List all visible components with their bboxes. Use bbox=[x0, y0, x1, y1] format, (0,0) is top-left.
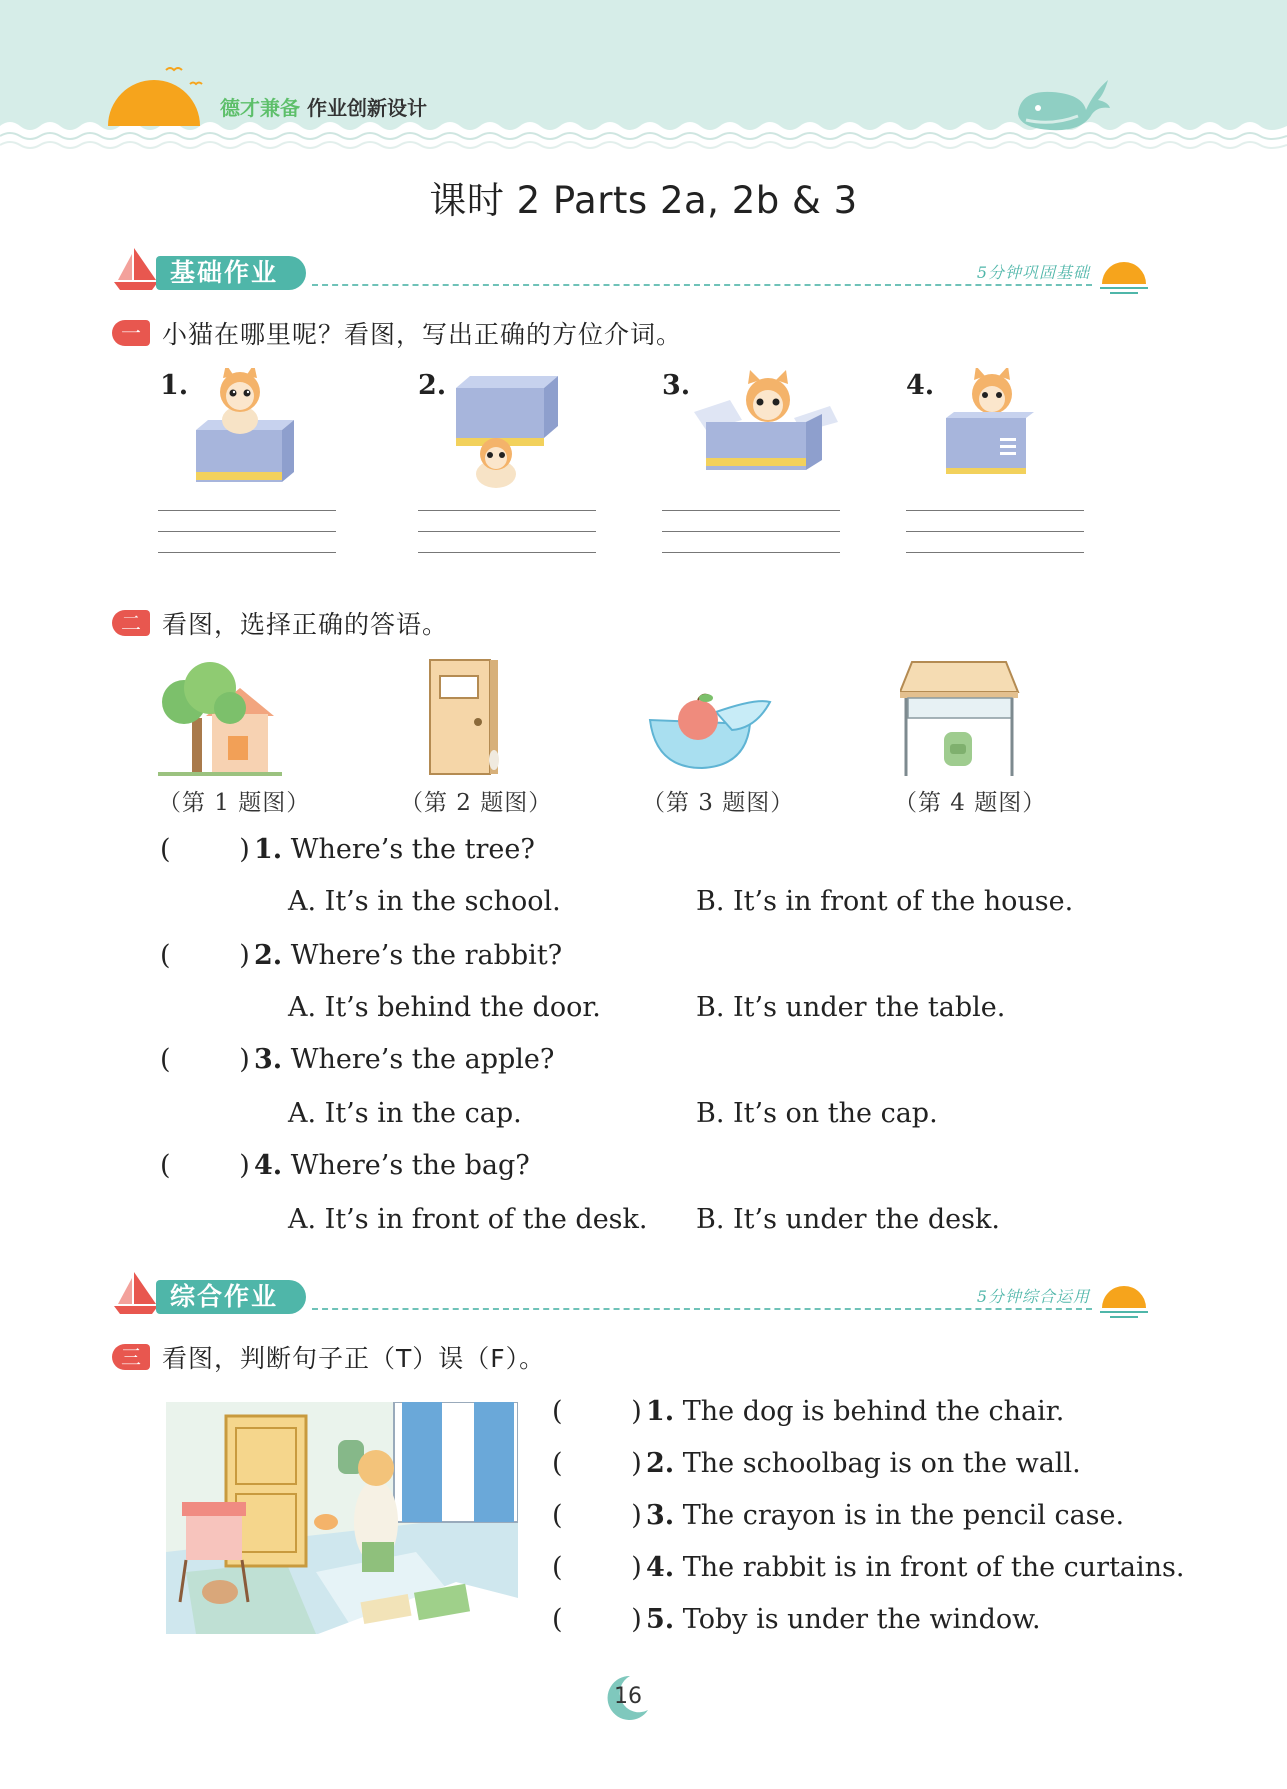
section-title-comprehensive: 综合作业 bbox=[156, 1280, 306, 1314]
statement-number: 3. bbox=[646, 1500, 675, 1531]
question-text bbox=[254, 1044, 554, 1075]
question-text bbox=[254, 940, 562, 971]
sun-logo-icon bbox=[104, 62, 214, 128]
sailboat-icon bbox=[112, 246, 160, 292]
question-heading-2 bbox=[112, 604, 1012, 644]
statement-text bbox=[646, 1500, 1124, 1531]
statement-sentence: The rabbit is in front of the curtains. bbox=[682, 1552, 1185, 1583]
cat-on-box-picture bbox=[190, 368, 300, 490]
answer-bracket[interactable]: ( ) bbox=[160, 834, 250, 865]
door-picture bbox=[428, 658, 500, 776]
apple-in-cap-picture bbox=[646, 690, 772, 772]
section-title-basic: 基础作业 bbox=[156, 256, 306, 290]
statement-number: 2. bbox=[646, 1448, 675, 1479]
section-tip-basic: 5分钟巩固基础 bbox=[976, 263, 1090, 282]
section-banner-comprehensive bbox=[112, 1270, 1152, 1330]
item-number: 2. bbox=[418, 370, 447, 401]
cat-in-box-picture bbox=[690, 370, 840, 480]
statement-sentence: The schoolbag is on the wall. bbox=[682, 1448, 1081, 1479]
lesson-title: 课时 2 Parts 2a, 2b & 3 bbox=[429, 179, 858, 222]
statement-number: 1. bbox=[646, 1396, 675, 1427]
item-number: 4. bbox=[906, 370, 935, 401]
answer-bracket[interactable]: ( ) bbox=[552, 1604, 642, 1635]
option-b[interactable]: B. It’s on the cap. bbox=[696, 1098, 938, 1129]
page-number: 16 bbox=[614, 1684, 642, 1709]
picture-caption: （第 2 题图） bbox=[400, 790, 553, 816]
question-number: 1. bbox=[254, 834, 283, 865]
question-instruction: 看图，选择正确的答语。 bbox=[162, 610, 449, 639]
answer-bracket[interactable]: ( ) bbox=[160, 940, 250, 971]
option-a[interactable]: A. It’s behind the door. bbox=[288, 992, 601, 1023]
tree-and-house-picture bbox=[158, 656, 282, 778]
answer-lines[interactable] bbox=[418, 490, 596, 553]
bag-under-desk-picture bbox=[900, 658, 1020, 778]
answer-bracket[interactable]: ( ) bbox=[552, 1552, 642, 1583]
statement-number: 4. bbox=[646, 1552, 675, 1583]
whale-icon bbox=[1012, 74, 1112, 134]
statement-text bbox=[646, 1448, 1081, 1479]
option-a[interactable]: A. It’s in front of the desk. bbox=[288, 1204, 648, 1235]
question-text bbox=[254, 834, 535, 865]
answer-bracket[interactable]: ( ) bbox=[160, 1044, 250, 1075]
section-banner-basic bbox=[112, 246, 1152, 306]
answer-lines[interactable] bbox=[158, 490, 336, 553]
question-number: 4. bbox=[254, 1150, 283, 1181]
question-instruction: 看图，判断句子正（T）误（F）。 bbox=[162, 1344, 546, 1373]
question-number: 3. bbox=[254, 1044, 283, 1075]
answer-lines[interactable] bbox=[906, 490, 1084, 553]
question-sentence: Where’s the rabbit? bbox=[290, 940, 563, 971]
section-tip-comprehensive: 5分钟综合运用 bbox=[976, 1287, 1090, 1306]
small-sun-icon bbox=[1096, 1280, 1152, 1320]
statement-sentence: The dog is behind the chair. bbox=[682, 1396, 1065, 1427]
room-scene-picture bbox=[166, 1402, 518, 1634]
picture-caption: （第 1 题图） bbox=[158, 790, 311, 816]
statement-sentence: The crayon is in the pencil case. bbox=[682, 1500, 1125, 1531]
option-a[interactable]: A. It’s in the school. bbox=[288, 886, 561, 917]
answer-bracket[interactable]: ( ) bbox=[552, 1448, 642, 1479]
statement-text bbox=[646, 1604, 1041, 1635]
dashed-divider bbox=[312, 1308, 1092, 1310]
option-b[interactable]: B. It’s in front of the house. bbox=[696, 886, 1074, 917]
option-b[interactable]: B. It’s under the desk. bbox=[696, 1204, 1000, 1235]
question-text bbox=[254, 1150, 530, 1181]
question-sentence: Where’s the bag? bbox=[290, 1150, 530, 1181]
brand-title bbox=[220, 92, 427, 121]
answer-bracket[interactable]: ( ) bbox=[552, 1500, 642, 1531]
question-instruction: 小猫在哪里呢？看图，写出正确的方位介词。 bbox=[162, 320, 683, 349]
picture-caption: （第 4 题图） bbox=[894, 790, 1047, 816]
question-number: 2. bbox=[254, 940, 283, 971]
statement-text bbox=[646, 1552, 1185, 1583]
sailboat-icon bbox=[112, 1270, 160, 1316]
cat-behind-box-picture bbox=[940, 368, 1040, 486]
brand-green-text: 德才兼备 bbox=[220, 96, 300, 120]
item-number: 1. bbox=[160, 370, 189, 401]
question-badge: 一 bbox=[112, 320, 150, 346]
question-sentence: Where’s the tree? bbox=[290, 834, 535, 865]
picture-caption: （第 3 题图） bbox=[642, 790, 795, 816]
statement-text bbox=[646, 1396, 1064, 1427]
question-badge: 三 bbox=[112, 1344, 150, 1370]
answer-lines[interactable] bbox=[662, 490, 840, 553]
question-badge: 二 bbox=[112, 610, 150, 636]
cat-under-box-picture bbox=[456, 376, 558, 488]
statement-sentence: Toby is under the window. bbox=[682, 1604, 1041, 1635]
option-b[interactable]: B. It’s under the table. bbox=[696, 992, 1006, 1023]
answer-bracket[interactable]: ( ) bbox=[552, 1396, 642, 1427]
dashed-divider bbox=[312, 284, 1092, 286]
statement-number: 5. bbox=[646, 1604, 675, 1635]
question-sentence: Where’s the apple? bbox=[290, 1044, 555, 1075]
question-heading-3 bbox=[112, 1338, 1012, 1378]
item-number: 3. bbox=[662, 370, 691, 401]
brand-dark-text: 作业创新设计 bbox=[306, 96, 427, 120]
small-sun-icon bbox=[1096, 256, 1152, 296]
question-heading-1 bbox=[112, 314, 1012, 354]
option-a[interactable]: A. It’s in the cap. bbox=[288, 1098, 522, 1129]
answer-bracket[interactable]: ( ) bbox=[160, 1150, 250, 1181]
page-number-badge bbox=[600, 1672, 652, 1724]
